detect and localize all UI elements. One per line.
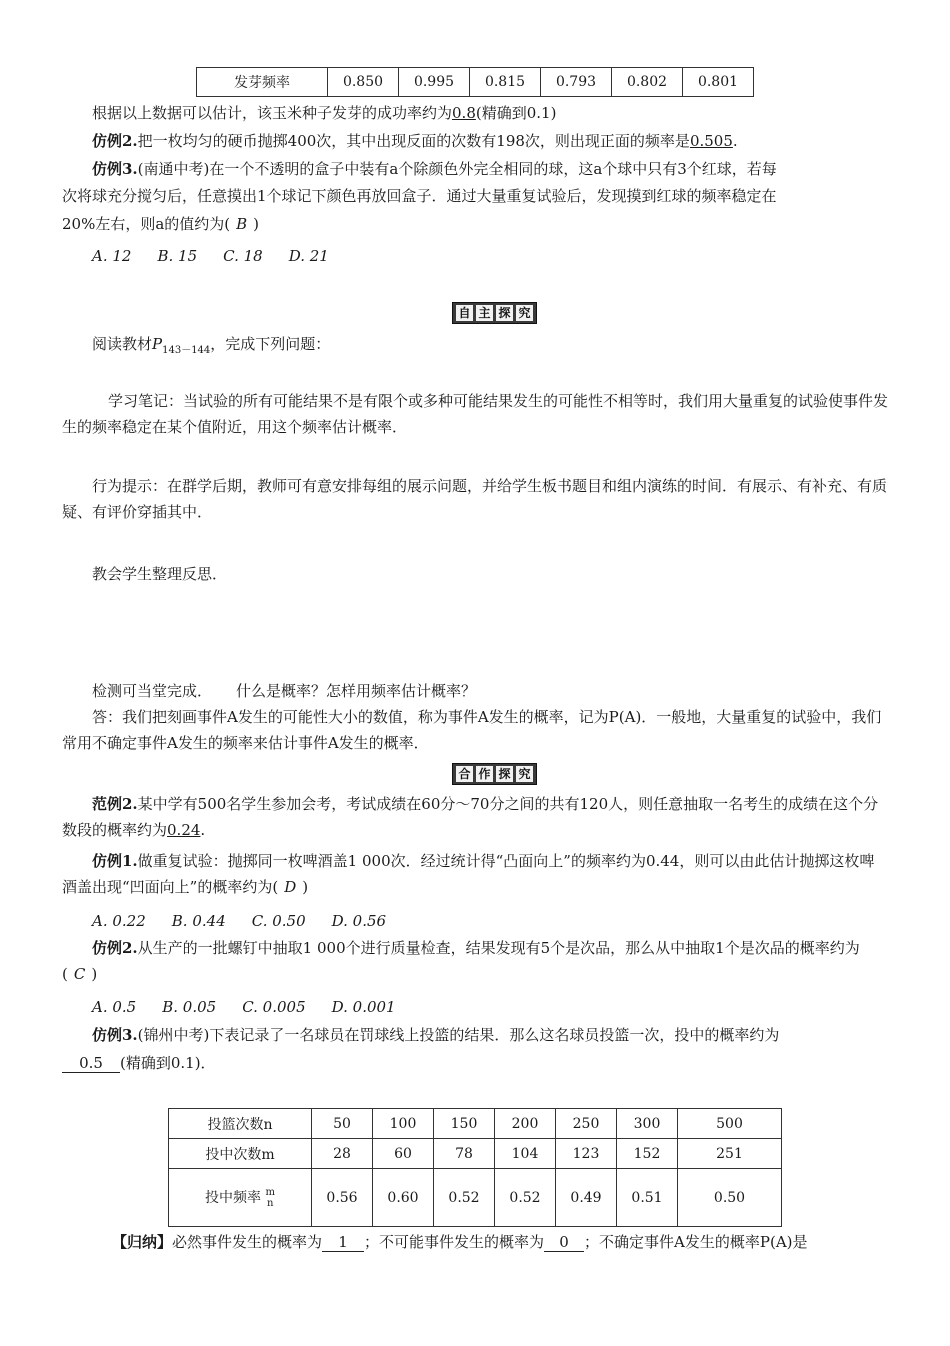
example-answer: 0.505 [689,132,733,150]
option-a: A. 0.5 [92,998,137,1016]
table-row-label: 投中次数m [169,1139,312,1169]
table-cell: 0.793 [541,68,612,97]
example-label: 范例2. [92,795,138,813]
fangli3-box-line1 [92,159,888,179]
table-cell: 300 [617,1109,678,1139]
summary-text: 必然事件发生的概率为 [172,1233,323,1251]
table-cell: 150 [434,1109,495,1139]
example-close: ) [302,878,309,896]
option-b: B. 15 [157,247,198,265]
table-cell: 60 [373,1139,434,1169]
example-text: 做重复试验：抛掷同一枚啤酒盖1 000次．经过统计得“凸面向上”的频率约为0.44，则可以由此估计抛掷这枚啤酒盖出现“凹面向上”的概率约为( [62,852,875,896]
estimate-answer: 0.8 [452,104,476,122]
fangli1-options [92,911,888,931]
read-text-p: P [152,335,163,353]
table-cell: 0.56 [312,1169,373,1227]
banner-char: 作 [476,766,493,782]
banner-char: 究 [516,766,533,782]
table-row-label: 投篮次数n [169,1109,312,1139]
option-c: C. 0.50 [251,912,306,930]
summary-text: ；不确定事件A发生的概率P(A)是 [584,1233,808,1251]
summary-tag: 【归纳】 [112,1233,173,1251]
table-cell: 100 [373,1109,434,1139]
fangli2-options [92,997,888,1017]
table-cell: 123 [556,1139,617,1169]
table-cell: 0.801 [683,68,754,97]
example-suffix: (精确到0.1)． [120,1054,216,1072]
table-cell: 78 [434,1139,495,1169]
answer-paragraph: 答：我们把刻画事件A发生的可能性大小的数值，称为事件A发生的概率，记为P(A)．一般地，大量重复的试验中，我们常用不确定事件A发生的频率来估计事件A发生的概率． [62,708,882,752]
table-cell: 0.850 [328,68,399,97]
table-cell: 0.52 [495,1169,556,1227]
example-label: 仿例2. [92,939,138,957]
example-text: 某中学有500名学生参加会考，考试成绩在60分～70分之间的共有120人，则任意抽取一名考生的成绩在这个分数段的概率约为 [62,795,879,839]
check-text-b: 什么是概率？怎样用频率估计概率？ [236,682,477,700]
example-text: 次将球充分搅匀后，任意摸出1个球记下颜色再放回盒子．通过大量重复试验后，发现摸到红球的频率稳定在 [62,187,777,205]
example-label: 仿例2. [92,132,138,150]
example-end: . [200,821,206,839]
table-cell: 50 [312,1109,373,1139]
fangli1-paragraph [62,848,888,900]
example-text: 把一枚均匀的硬币抛掷400次，其中出现反面的次数有198次，则出现正面的频率是 [137,132,690,150]
example-text: (锦州中考)下表记录了一名球员在罚球线上投篮的结果．那么这名球员投篮一次，投中的概率约为 [137,1026,780,1044]
estimate-suffix: (精确到0.1) [475,104,557,122]
table-cell: 152 [617,1139,678,1169]
fraction-m-over-n [265,1187,274,1209]
row-label-text: 投中频率 [205,1189,262,1206]
behavior-tip: 行为提示：在群学后期，教师可有意安排每组的展示问题，并给学生板书题目和组内演练的时间．有展示、有补充、有质疑、有评价穿插其中． [62,477,888,521]
example-answer: B [236,215,248,233]
estimate-text: 根据以上数据可以估计，该玉米种子发芽的成功率约为 [92,104,453,122]
table-cell: 104 [495,1139,556,1169]
banner-cooperate-explore [452,763,537,785]
example-close: ) [253,215,260,233]
summary-answer: 0 [544,1233,584,1252]
read-text-pages: 143－144 [162,345,211,356]
teach-reflect: 教会学生整理反思． [92,565,228,583]
banner-char: 究 [516,305,533,321]
banner-self-explore [452,302,537,324]
check-line [92,681,888,701]
option-c: C. 0.005 [242,998,306,1016]
table-row [169,1109,782,1139]
study-note: 学习笔记：当试验的所有可能结果不是有限个或多种可能结果发生的可能性不相等时，我们用大量重复的试验使事件发生的频率稳定在某个值附近，用这个频率估计概率． [62,392,889,436]
fangli2-paragraph [62,935,888,987]
example-end: . [732,132,738,150]
read-text-pre: 阅读教材 [92,335,153,353]
fangli2-coin [92,131,888,151]
table-cell: 200 [495,1109,556,1139]
example-answer: D [284,878,297,896]
fangli3-box-line3 [62,214,888,234]
table-cell: 0.49 [556,1169,617,1227]
estimate-sentence [92,103,888,123]
table-row [197,68,754,97]
example-answer: 0.5 [62,1054,120,1073]
table-cell: 0.815 [470,68,541,97]
summary-text: ；不可能事件发生的概率为 [364,1233,545,1251]
example-label: 仿例3. [92,160,138,178]
fanli2-paragraph [62,791,888,843]
option-d: D. 0.56 [331,912,387,930]
example-label: 仿例3. [92,1026,138,1044]
fangli3-basketball-line1 [92,1025,888,1045]
banner-char: 自 [456,305,473,321]
table-cell: 250 [556,1109,617,1139]
table-row [169,1139,782,1169]
table-cell: 0.802 [612,68,683,97]
read-text-post: ，完成下列问题： [210,335,331,353]
option-d: D. 0.001 [331,998,396,1016]
example-close: ) [91,965,98,983]
option-b: B. 0.44 [171,912,226,930]
fraction-denominator: n [267,1197,274,1209]
banner-char: 探 [496,305,513,321]
example-answer: C [73,965,86,983]
read-textbook [92,334,888,361]
example-text: 从生产的一批螺钉中抽取1 000个进行质量检查，结果发现有5个是次品，那么从中抽取1个是次品的概率约为( [62,939,860,983]
table-cell: 0.60 [373,1169,434,1227]
example-label: 仿例1. [92,852,138,870]
check-text-a: 检测可当堂完成． [92,682,213,700]
option-b: B. 0.05 [162,998,217,1016]
fangli3-box-line2 [62,186,888,206]
example-answer: 0.24 [167,821,201,839]
table-cell: 0.995 [399,68,470,97]
table-cell: 0.51 [617,1169,678,1227]
fangli3-options [92,246,888,266]
basketball-table [168,1108,782,1227]
banner-char: 主 [476,305,493,321]
summary-line [112,1232,892,1252]
fangli3-basketball-line2 [62,1053,888,1073]
table-cell: 28 [312,1139,373,1169]
example-text: 20%左右，则a的值约为( [62,215,231,233]
example-text: (南通中考)在一个不透明的盒子中装有a个除颜色外完全相同的球，这a个球中只有3个红球，若每 [137,160,777,178]
option-a: A. 0.22 [92,912,146,930]
banner-char: 探 [496,766,513,782]
summary-answer: 1 [322,1233,364,1252]
fraction-numerator: m [265,1186,275,1198]
option-d: D. 21 [288,247,329,265]
option-c: C. 18 [223,247,263,265]
option-a: A. 12 [92,247,132,265]
table-cell: 0.50 [678,1169,782,1227]
table-cell: 251 [678,1139,782,1169]
table-row-label: 发芽频率 [197,68,328,97]
table-row [169,1169,782,1227]
table-cell: 0.52 [434,1169,495,1227]
banner-char: 合 [456,766,473,782]
table-row-label [169,1169,312,1227]
germination-table [196,67,754,97]
table-cell: 500 [678,1109,782,1139]
